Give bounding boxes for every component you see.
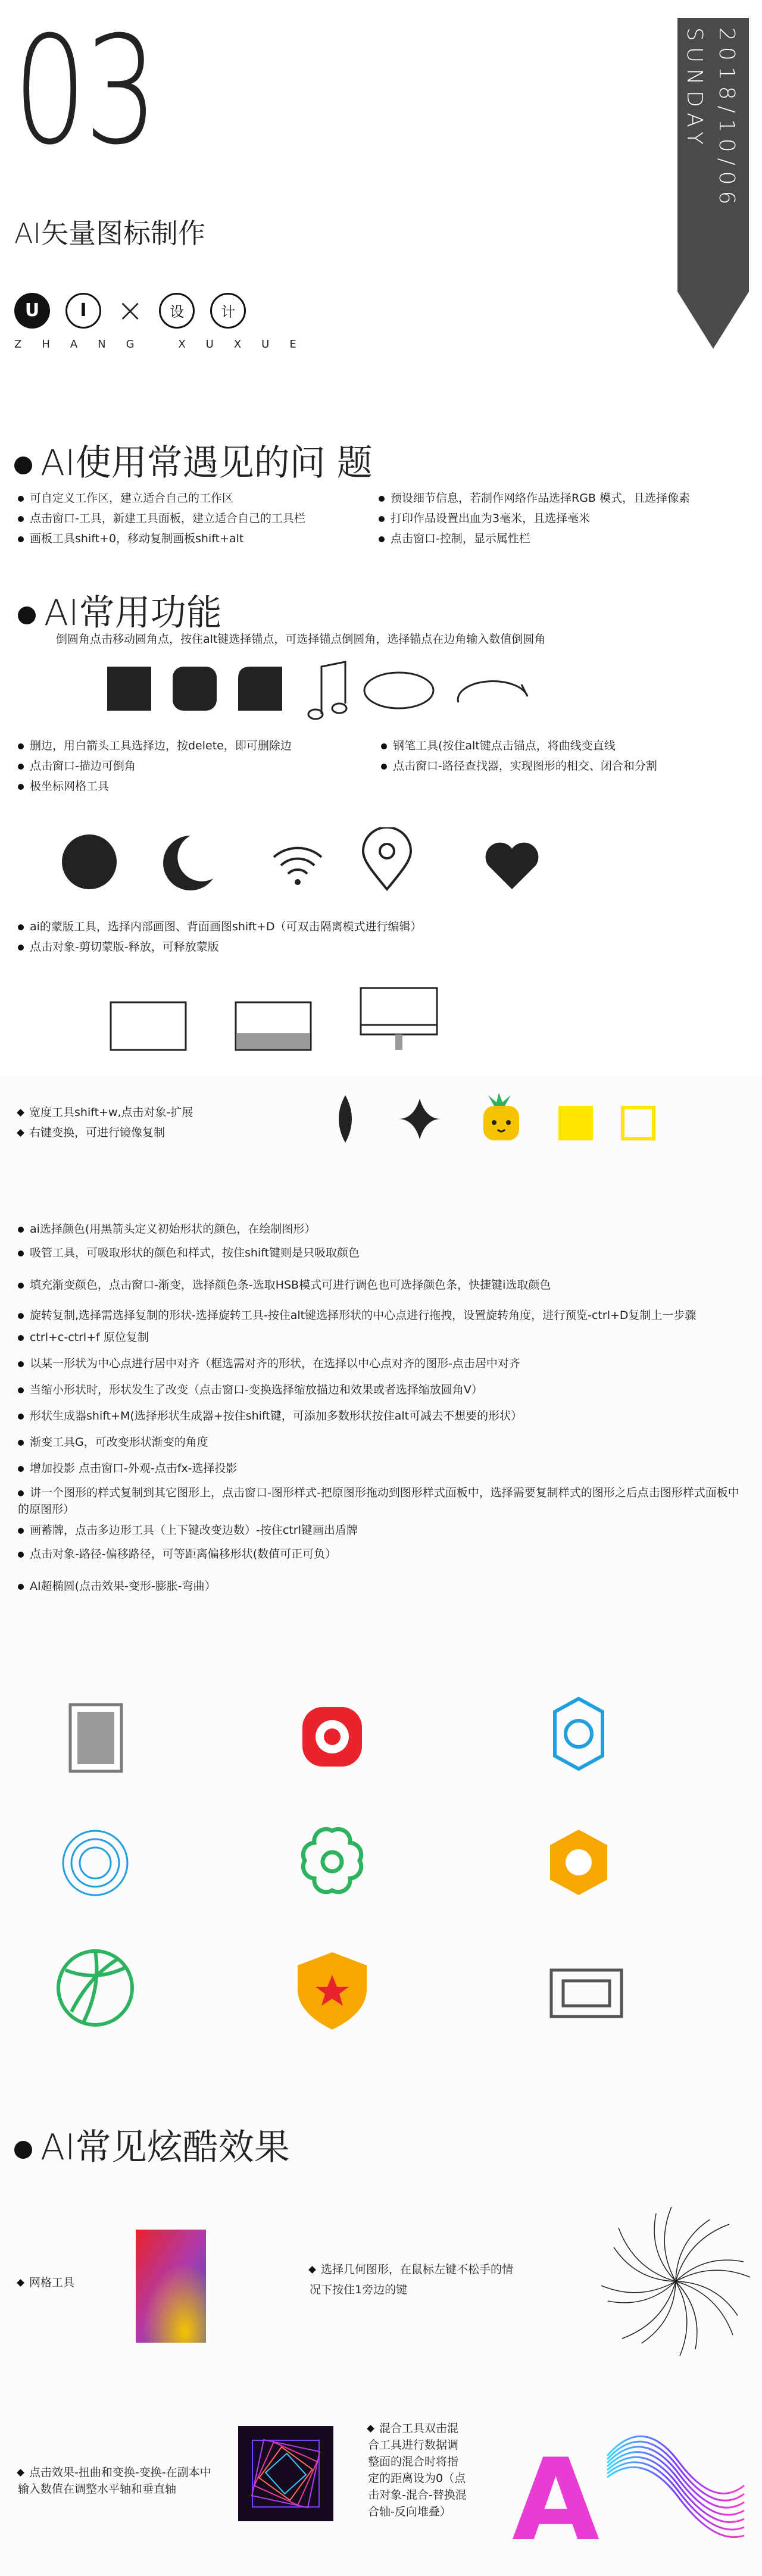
open-ellipse-shape [458,681,527,702]
list-item: AI超椭圆(点击效果-变形-膨胀-弯曲） [18,1576,750,1596]
list-item: 画蓄牌，点击多边形工具（上下键改变边数）-按住ctrl键画出盾牌 [18,1520,750,1540]
ellipse-shape [364,673,433,708]
shield-badge-icon [298,1952,367,2030]
list-item: 当缩小形状时，形状发生了改变（点击窗口-变换选择缩放描边和效果或者选择缩放圆角V） [18,1380,750,1400]
brand-ji: 计 [210,293,246,329]
list-item: 吸管工具，可吸取形状的颜色和样式，按住shift键则是只吸取颜色 [18,1243,750,1263]
brand-logo [14,292,246,329]
list-item: 点击对象-路径-偏移路径，可等距离偏移形状(数值可正可负） [18,1544,750,1564]
spiral-petals [601,2207,750,2356]
moon-icon [163,836,213,890]
star-shape [398,1099,441,1139]
section4-heading [14,2119,290,2170]
blend-ribbon-sample [601,2420,750,2557]
section1-heading [14,434,373,486]
blend-tool-note [368,2420,469,2520]
wifi-dot [295,879,301,885]
brand-x: × [117,292,144,329]
location-pin-icon [363,827,411,889]
section4-heading-text: AI常见炫酷效果 [40,2127,290,2168]
monitor-icon [361,988,437,1034]
section2-left-list [18,736,292,796]
bullet-dot [14,2141,32,2159]
list-item: 画板工具shift+0，移动复制画板shift+alt [18,529,305,549]
frame-icon [111,1002,186,1050]
icon-grid [48,1690,702,2059]
corner-shapes-row [101,661,542,726]
list-item: 点击窗口-路径查找器，实现图形的相交、闭合和分割 [381,756,657,776]
blue-circles-icon [63,1831,127,1895]
section1-right-list [379,488,690,549]
gray-screen-icon [551,1970,622,2017]
spiral-flower-sample [601,2207,750,2356]
bullet-dot [14,457,32,474]
section3-list [18,1219,750,1596]
list-item: 删边，用白箭头工具选择边，按delete，即可删除边 [18,736,292,756]
list-item: ctrl+c-ctrl+f 原位复制 [18,1327,750,1348]
list-item: 以某一形状为中心点进行居中对齐（框选需对齐的形状，在选择以中心点对齐的图形-点击居中对齐 [18,1353,750,1374]
gray-frame-icon [70,1705,121,1771]
screen-icons-row [107,982,446,1059]
yellow-square-outline [623,1108,654,1139]
section2-right-list [381,736,657,776]
blue-gear-icon [555,1699,602,1769]
wifi-icon [274,848,321,874]
list-item: 填充渐变颜色，点击窗口-渐变，选择颜色条-选取HSB模式可进行调色也可选择颜色条，快捷键i选取颜色 [18,1275,750,1295]
list-item: 钢笔工具(按住alt键点击锚点，将曲线变直线 [381,736,657,756]
green-ball-icon [58,1951,132,2025]
list-item: 旋转复制,选择需选择复制的形状-选择旋转工具-按住alt键选择形状的中心点进行拖拽，设置旋转角度，进行预览-ctrl+D复制上一步骤 [18,1307,750,1324]
gradient-mesh-sample [136,2230,206,2343]
rounded-corner-intro: 倒圆角点击移动圆角点，按住alt键选择锚点，可选择锚点倒圆角，选择锚点在边角输入数值倒圆角 [56,633,546,646]
list-item: 右键变换，可进行镜像复制 [18,1123,193,1143]
page-title: AI矢量图标制作 [14,217,206,249]
mask-list [18,917,422,957]
pathfinder-icons-row [54,827,554,899]
pineapple-icon [483,1093,519,1140]
blend-letter-sample: A [512,2434,600,2566]
section2-heading-text: AI常用功能 [44,592,222,634]
rotate-copy-note [310,2259,524,2300]
twist-transform-sample [238,2426,333,2521]
filled-circle-icon [62,834,117,889]
bullet-dot [18,607,36,624]
brand-she: 设 [159,293,195,329]
list-item: 预设细节信息，若制作网络作品选择RGB 模式，且选择像素 [379,488,690,508]
list-item: 渐变工具G，可改变形状渐变的角度 [18,1432,750,1452]
green-flower-icon [303,1829,361,1892]
list-item: 打印作品设置出血为3毫米，且选择毫米 [379,508,690,529]
list-item: 宽度工具shift+w,点击对象-扩展 [18,1102,193,1123]
music-note-icon [308,662,346,719]
list-item: ai选择颜色(用黑箭头定义初始形状的颜色，在绘制图形） [18,1219,750,1239]
tablet-base [236,1033,310,1049]
chapter-number: 03 [13,4,155,177]
section2-heading [18,584,222,636]
half-rounded-shape [238,667,282,711]
heart-icon [486,843,539,889]
red-camera-icon [302,1707,362,1767]
twist-transform-text: 点击效果-扭曲和变换-变换-在副本中输入数值在调整水平轴和垂直轴 [18,2464,214,2497]
width-tool-list [18,1102,193,1143]
brand-i: I [65,293,101,329]
square-shape [107,667,151,711]
yellow-square [558,1106,593,1140]
ribbon-date: 2018/10/06 [714,27,739,211]
leaf-shape [339,1095,352,1143]
blend-ribbon-lines [607,2436,744,2537]
brand-u: U [14,293,50,329]
list-item: 点击窗口-描边可倒角 [18,756,292,776]
list-item: 可自定义工作区，建立适合自己的工作区 [18,488,305,508]
list-item: ai的蒙版工具，选择内部画图、背面画图shift+D（可双击隔离模式进行编辑） [18,917,422,937]
list-item: 点击窗口-工具，新建工具面板，建立适合自己的工具栏 [18,508,305,529]
list-item: 点击窗口-控制，显示属性栏 [379,529,690,549]
section1-left-list [18,488,305,549]
list-item: 形状生成器shift+M(选择形状生成器+按住shift键，可添加多数形状按住alt可减去不想要的形状） [18,1406,750,1426]
rotate-copy-text: 选择几何图形，在鼠标左键不松手的情况下按住1旁边的键 [310,2259,524,2300]
section1-heading-text: AI使用常遇见的问 题 [40,442,373,484]
yellow-aperture-icon [550,1830,607,1895]
date-ribbon [677,18,749,349]
list-item: 极坐标网格工具 [18,776,292,796]
blend-tool-text: 混合工具双击混合工具进行数据调整面的混合时将指定的距离设为0（点击对象-混合-替换混合轴-反向堆叠） [368,2420,469,2520]
list-item: 点击对象-剪切蒙版-释放，可释放蒙版 [18,937,422,957]
twist-transform-note [18,2464,214,2497]
list-item: 讲一个图形的样式复制到其它图形上，点击窗口-图形样式-把原图形拖动到图形样式面板中，选择需要复制样式的图形之后点击图形样式面板中的原图形） [18,1484,750,1518]
monitor-stand [395,1034,402,1050]
rounded-square-shape [173,667,217,711]
ribbon-day: SUNDAY [682,27,707,151]
grid-tool-label: 网格工具 [18,2272,74,2293]
width-tool-examples [321,1089,667,1155]
brand-subtitle: ZHANG XUXUE [14,338,317,351]
list-item: 增加投影 点击窗口-外观-点击fx-选择投影 [18,1458,750,1478]
